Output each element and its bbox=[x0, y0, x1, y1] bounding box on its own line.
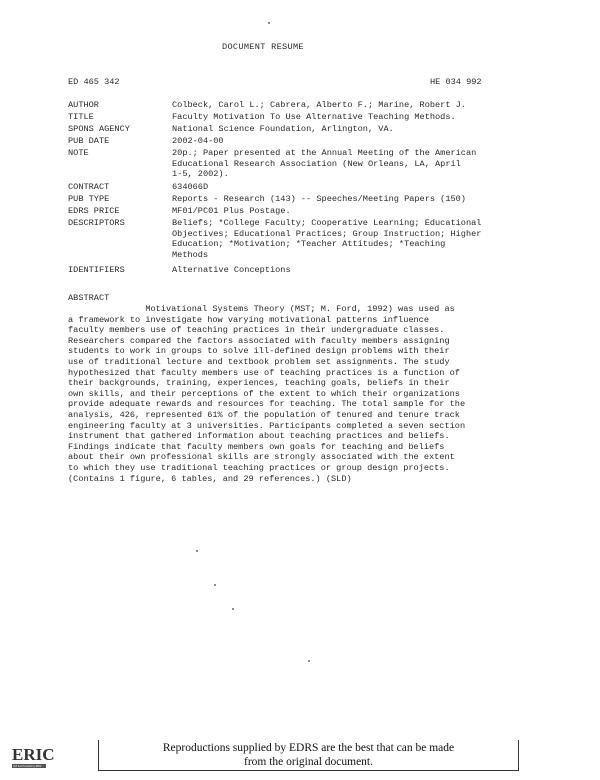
field-label: EDRS PRICE bbox=[68, 206, 120, 216]
hr-number: HE 034 992 bbox=[430, 77, 482, 87]
eric-logo-text: ERIC bbox=[12, 745, 55, 764]
field-label: DESCRIPTORS bbox=[68, 218, 125, 228]
document-title: DOCUMENT RESUME bbox=[222, 42, 304, 52]
field-value: Beliefs; *College Faculty; Cooperative Learning; Educational Objectives; Educational Practices; Group Instruction; Higher Education; *Motivation; *Teacher Attitudes; *Teaching Methods bbox=[172, 218, 482, 260]
scan-speck bbox=[268, 22, 270, 24]
eric-logo-subtext: Full Text Provided by ERIC bbox=[13, 765, 42, 769]
field-value: 634066D bbox=[172, 182, 209, 192]
field-label: TITLE bbox=[68, 112, 94, 122]
field-value: Reports - Research (143) -- Speeches/Meeting Papers (150) bbox=[172, 194, 466, 204]
field-value: National Science Foundation, Arlington, VA. bbox=[172, 124, 394, 134]
eric-logo-icon bbox=[10, 740, 55, 772]
scan-speck bbox=[308, 660, 310, 662]
ed-number: ED 465 342 bbox=[68, 77, 120, 87]
field-value: Colbeck, Carol L.; Cabrera, Alberto F.; Marine, Robert J. bbox=[172, 100, 466, 110]
field-value: 2002-04-00 bbox=[172, 136, 224, 146]
reproduction-notice-line1: Reproductions supplied by EDRS are the best that can be made bbox=[162, 742, 455, 754]
scan-speck bbox=[196, 550, 198, 552]
field-label: IDENTIFIERS bbox=[68, 265, 125, 275]
field-label: SPONS AGENCY bbox=[68, 124, 130, 134]
scan-speck bbox=[232, 608, 234, 610]
field-value: Alternative Conceptions bbox=[172, 265, 291, 275]
scan-speck bbox=[214, 584, 216, 586]
field-value: 20p.; Paper presented at the Annual Meeting of the American Educational Research Association (New Orleans, LA, April 1-5, 2002). bbox=[172, 148, 477, 180]
reproduction-notice bbox=[98, 740, 519, 771]
field-label: PUB TYPE bbox=[68, 194, 110, 204]
field-value: Faculty Motivation To Use Alternative Teaching Methods. bbox=[172, 112, 456, 122]
abstract-text: Motivational Systems Theory (MST; M. Ford, 1992) was used as a framework to investigate how varying motivational patterns influence faculty members use of teaching practices in their undergraduate classes. Researchers compared the factors associated with faculty members assigning students to work in groups to solve ill-defined design problems with their use of traditional lecture and textbook problem set assignments. The study hypothesized that faculty members use of teaching practices is a function of their backgrounds, training, experiences, teaching goals, beliefs in their own skills, and their perceptions of the extent to which their organizations provide adequate rewards and resources for teaching. The total sample for the analysis, 426, represented 61% of the population of tenured and tenure track engineering faculty at 3 universities. Participants completed a seven section instrument that gathered information about teaching practices and beliefs. Findings indicate that faculty members own goals for teaching and beliefs about their own professional skills are strongly associated with the extent to which they use traditional teaching practices or group design projects. (Contains 1 figure, 6 tables, and 29 references.) (SLD) bbox=[68, 304, 466, 484]
field-label: CONTRACT bbox=[68, 182, 110, 192]
field-label: NOTE bbox=[68, 148, 89, 158]
field-value: MF01/PC01 Plus Postage. bbox=[172, 206, 291, 216]
abstract-label: ABSTRACT bbox=[68, 293, 110, 303]
field-label: PUB DATE bbox=[68, 136, 110, 146]
field-label: AUTHOR bbox=[68, 100, 99, 110]
reproduction-notice-line2: from the original document. bbox=[243, 756, 374, 768]
